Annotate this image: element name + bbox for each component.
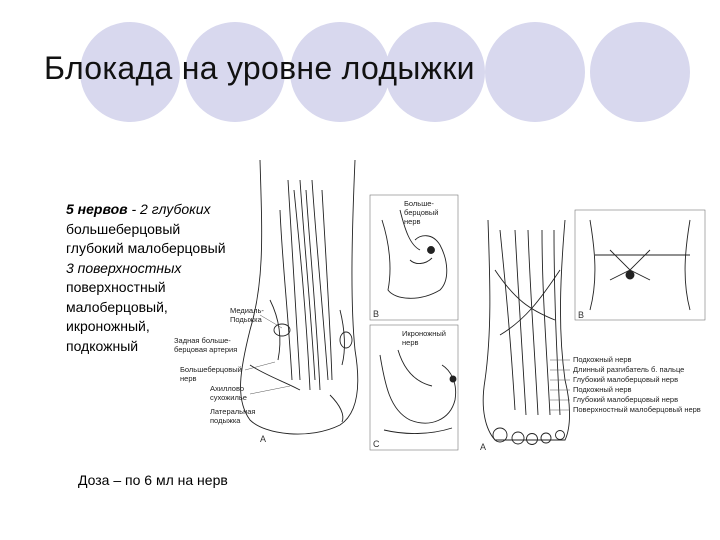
label-tibial-nerve-2: нерв — [180, 374, 197, 383]
label-b-tibial-nerve-2: берцовый — [404, 208, 439, 217]
label-medial-malleolus: Медиаль- — [230, 306, 264, 315]
label-extensor: Длинный разгибатель б. пальце — [573, 365, 685, 374]
label-achilles: Ахиллово — [210, 384, 245, 393]
superficial-nerve-2: малоберцовый, — [66, 298, 168, 315]
panel-b-labels — [373, 199, 439, 319]
panel-letter-front-b: B — [578, 310, 585, 320]
dose-text: Доза – по 6 мл на нерв — [78, 472, 228, 488]
superficial-nerve-1: поверхностный — [66, 279, 166, 295]
label-c-sural-nerve-2: нерв — [402, 338, 419, 347]
label-superficial-peroneal: Поверхностный малоберцовый нерв — [573, 405, 701, 414]
label-deep-peroneal-2: Глубокий малоберцовый нерв — [573, 395, 679, 404]
label-b-tibial-nerve-3: нерв — [404, 217, 421, 226]
label-achilles-2: сухожилье — [210, 393, 247, 402]
label-posterior-tibial-artery-2: берцовая артерия — [174, 345, 238, 354]
superficial-nerve-4: подкожный — [66, 337, 139, 354]
label-saphenous-nerve-2: Подкожный нерв — [573, 385, 632, 394]
slide-title: Блокада на уровне лодыжки — [44, 50, 475, 86]
front-foot-label-text — [573, 355, 701, 414]
label-lateral-malleolus: Латеральная — [210, 407, 256, 416]
label-deep-peroneal: Глубокий малоберцовый нерв — [573, 375, 679, 384]
label-posterior-tibial-artery: Задная больше- — [174, 336, 231, 345]
nerve-heading — [66, 200, 276, 220]
panel-b-anterior-ankle — [575, 210, 705, 320]
superficial-nerve-3: икроножный, — [66, 318, 150, 334]
nerve-list — [66, 200, 276, 356]
panel-letter-b: B — [373, 309, 380, 319]
panel-front-letter — [480, 442, 486, 452]
panel-letter-a: A — [260, 434, 267, 444]
nerve-count: 5 нервов — [66, 201, 128, 217]
deep-nerve-1: большеберцовый — [66, 220, 181, 237]
decor-circle — [590, 22, 690, 122]
label-tibial-nerve: Большеберцовый — [180, 365, 242, 374]
label-lateral-malleolus-2: подыжка — [210, 416, 241, 425]
panel-front-foot — [483, 220, 569, 445]
decor-circle — [485, 22, 585, 122]
label-c-sural-nerve: Икроножный — [402, 329, 446, 338]
label-saphenous-nerve: Подкожный нерв — [573, 355, 632, 364]
label-b-tibial-nerve: Больше- — [404, 199, 434, 208]
panel-c-labels — [373, 329, 446, 449]
deep-nerve-2: глубокий малоберцовый — [66, 240, 226, 256]
superficial-heading: 3 поверхностных — [66, 259, 182, 276]
label-medial-malleolus-2: Подыжка — [230, 315, 262, 324]
panel-letter-c: C — [373, 439, 380, 449]
panel-letter-front-a: A — [480, 442, 487, 452]
front-foot-labels — [550, 360, 570, 410]
deep-count: - 2 глубоких — [127, 201, 211, 217]
